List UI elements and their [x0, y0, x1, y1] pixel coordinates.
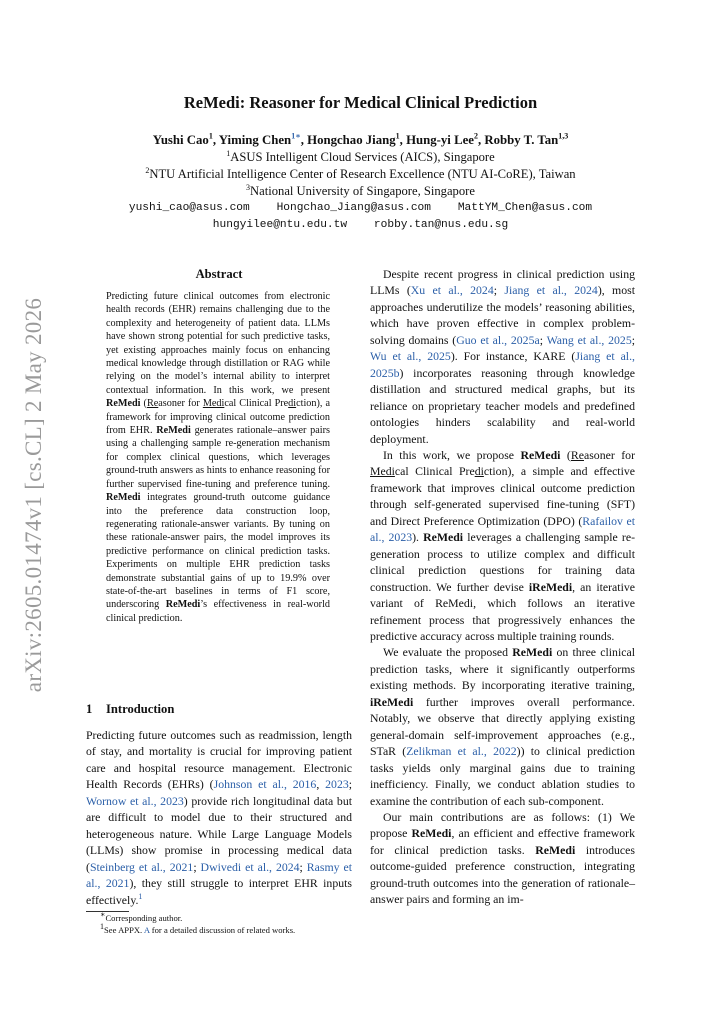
- paper-title: ReMedi: Reasoner for Medical Clinical Prediction: [183, 93, 538, 112]
- citation-link[interactable]: Jiang et al., 2024: [504, 283, 598, 298]
- arxiv-sidebar-identifier: [18, 297, 50, 693]
- author-name: Yiming Chen: [218, 133, 292, 147]
- introduction-body-right: Despite recent progress in clinical prediction using LLMs (Xu et al., 2024; Jiang et al., 2024), most approaches underutilize the models’ reasoning abilities, which have proven effective in complex problem-solving domains (Guo et al., 2025a; Wang et al., 2025; Wu et al., 2025). For instance, KARE (Jiang et al., 2025b) incorporates reasoning through knowledge distillation and structured medical graphs, but its reliance on proprietary teacher models and predefined ontologies hinders scalability and real-world deployment. In this work, we propose ReMedi (Reasoner for Medical Clinical Prediction), a simple and effective framework that improves clinical outcome prediction through self-generated supervised fine-tuning (SFT) and Direct Preference Optimization (DPO) (Rafailov et al., 2023). ReMedi leverages a challenging sample re-generation process to utilize complex and difficult clinical prediction questions for training data construction. We further devise iReMedi, an iterative variant of ReMedi, which follows an iterative refinement process that progressively enhances the predictive accuracy across multiple training rounds. We evaluate the proposed ReMedi on three clinical prediction tasks, where it significantly outperforms existing methods. By incorporating iterative training, iReMedi further improves overall performance. Notably, we observe that directly applying existing general-domain self-improvement approaches (e.g., STaR (Zelikman et al., 2022)) to clinical prediction tasks yields only marginal gains due to training inefficiency. Finally, we conduct ablation studies to examine the contribution of each sub-component. Our main contributions are as follows: (1) We propose ReMedi, an efficient and effective framework for clinical prediction tasks. ReMedi introduces outcome-guided preference construction, integrating ground-truth outcomes into the generation of rationale–answer pairs and forming an im-: [370, 267, 636, 907]
- author-name: Yushi Cao: [152, 133, 209, 147]
- abstract-body: Predicting future clinical outcomes from electronic health records (EHR) remains challenging due to the complexity and heterogeneity of patient data. LLMs have shown strong potential for such predictive tasks, yet existing approaches mainly focus on enhancing medical knowledge through distillation or RAG while relying on the model’s internal ability to interpret contextual information. In this work, we present ReMedi (Reasoner for Medical Clinical Prediction), a framework for improving clinical outcome prediction from EHR. ReMedi generates rationale–answer pairs using a challenging sample re-generation mechanism for complex clinical questions, which leverages ground-truth answers as hints to enhance reasoning for further supervised fine-tuning and preference tuning. ReMedi integrates ground-truth outcome guidance into the preference data construction loop, regenerating rationale-answer variants. By tuning on these rationale-answer pairs, the model improves its predictive performance on clinical prediction tasks. Experiments on multiple EHR prediction tasks demonstrate substantial gains of up to 19.9% over state-of-the-art baselines in terms of F1 score, underscoring ReMedi’s effectiveness in real-world clinical prediction.: [106, 291, 330, 624]
- citation-link[interactable]: Xu et al., 2024: [410, 283, 494, 298]
- footnote-corresponding: ∗Corresponding author.: [100, 910, 183, 923]
- footnote-rule: [86, 911, 129, 912]
- citation-link[interactable]: Wang et al., 2025: [546, 332, 632, 347]
- citation-link[interactable]: Rasmy et al., 2021: [86, 859, 353, 891]
- citation-link[interactable]: Zelikman et al., 2022: [406, 744, 517, 759]
- author-name: Hongchao Jiang: [307, 133, 396, 147]
- affiliation-2: $^2$NTU Artificial Intelligence Center of Research Excellence (NTU AI-CoRE), Taiwan: [145, 165, 576, 181]
- author-name: Hung-yi Lee: [406, 133, 474, 147]
- appendix-link[interactable]: A: [143, 924, 150, 935]
- citation-link[interactable]: Steinberg et al., 2021: [89, 859, 194, 874]
- email-list-line-1: yushi_cao@asus.com Hongchao_Jiang@asus.com MattYM_Chen@asus.com: [128, 202, 593, 214]
- citation-link[interactable]: Jiang et al., 2025b: [370, 349, 635, 380]
- author-name: Robby T. Tan: [484, 133, 559, 147]
- affiliation-3: $^3$National University of Singapore, Singapore: [246, 182, 475, 198]
- citation-link[interactable]: Wu et al., 2025: [370, 349, 451, 364]
- author-list: Yushi Cao$^1$, Yiming Chen$^{1∗}$, Hongchao Jiang$^1$, Hung-yi Lee$^2$, Robby T. Tan$^{1,3}$: [152, 131, 569, 147]
- footnote-1: $^1$See APPX. A for a detailed discussion of related works.: [100, 921, 296, 935]
- citation-link[interactable]: Johnson et al., 2016: [213, 777, 317, 792]
- citation-link[interactable]: Guo et al., 2025a: [456, 332, 540, 347]
- arxiv-id-text: arXiv:2605.01474v1 [cs.CL] 2 May 2026: [21, 297, 46, 693]
- email-list-line-2: hungyilee@ntu.edu.tw robby.tan@nus.edu.sg: [212, 219, 509, 231]
- citation-link[interactable]: Wornow et al., 2023: [86, 793, 184, 808]
- section-heading-introduction: 1 Introduction: [86, 702, 175, 716]
- citation-link[interactable]: Rafailov et al., 2023: [370, 513, 635, 545]
- abstract-heading: Abstract: [195, 267, 243, 281]
- affiliation-1: $^1$ASUS Intelligent Cloud Services (AICS), Singapore: [226, 148, 495, 164]
- citation-link[interactable]: 2023: [325, 777, 349, 792]
- introduction-body-left: Predicting future outcomes such as readmission, length of stay, and mortality is crucial for improving patient care and hospital resource management. Electronic Health Records (EHRs) (Johnson et al., 2016, 2023; Wornow et al., 2023) provide rich longitudinal data but are difficult to model due to their structured and heterogeneous nature. While Large Language Models (LLMs) show promise in processing medical data (Steinberg et al., 2021; Dwivedi et al., 2024; Rasmy et al., 2021), they still struggle to interpret EHR inputs effectively.$^1$: [86, 728, 353, 907]
- footnotes: [100, 910, 360, 936]
- citation-link[interactable]: Dwivedi et al., 2024: [200, 859, 300, 874]
